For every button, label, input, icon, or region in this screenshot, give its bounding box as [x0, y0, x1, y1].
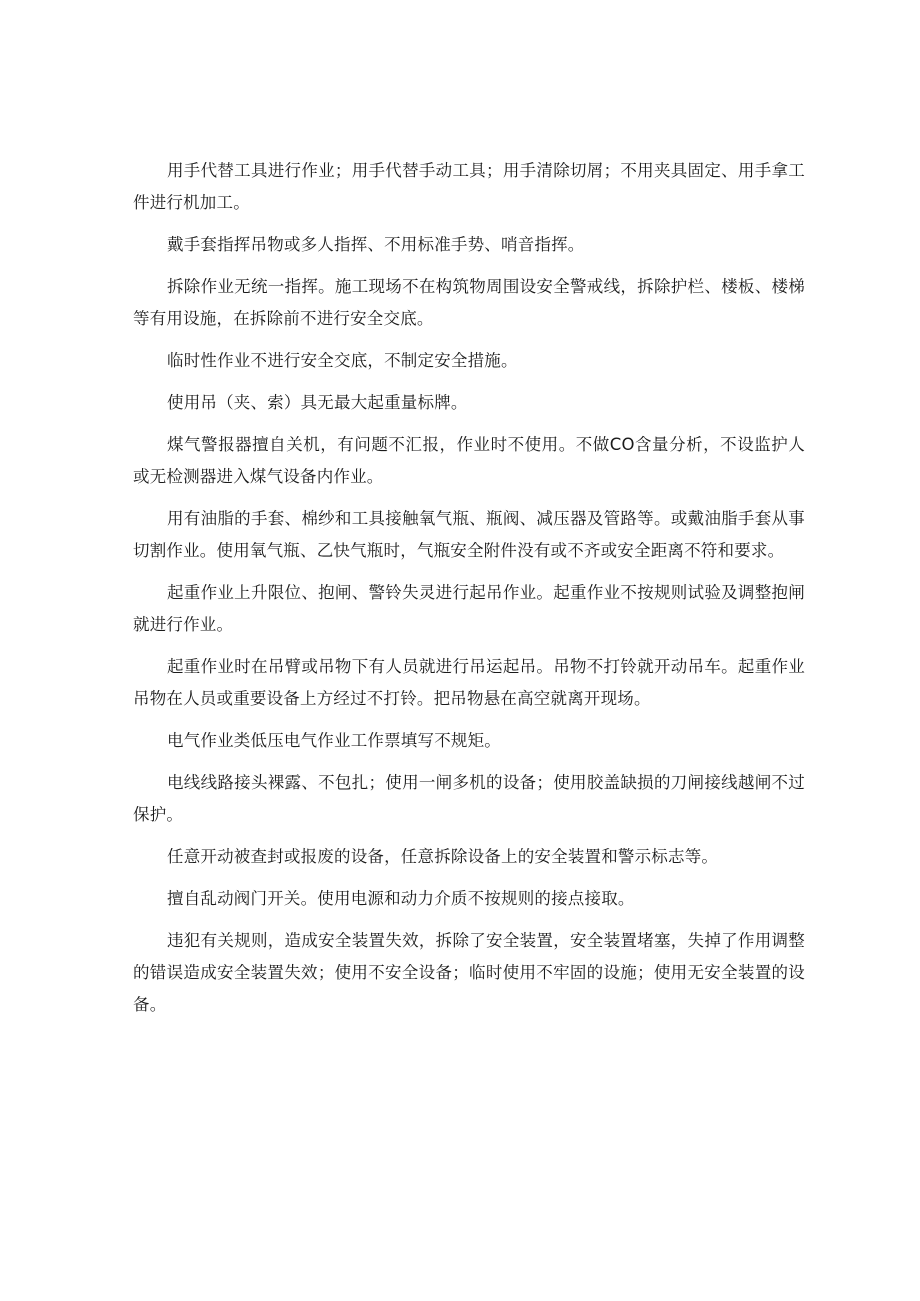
- paragraph: 电线线路接头裸露、不包扎；使用一闸多机的设备；使用胶盖缺损的刀闸接线越闸不过保护。: [133, 773, 805, 824]
- paragraph: 电气作业类低压电气作业工作票填写不规矩。: [167, 731, 501, 750]
- paragraph: 用有油脂的手套、棉纱和工具接触氧气瓶、瓶阀、减压器及管路等。或戴油脂手套从事切割作业。使用氧气瓶、乙快气瓶时，气瓶安全附件没有或不齐或安全距离不符和要求。: [133, 509, 805, 560]
- paragraph: 任意开动被查封或报废的设备，任意拆除设备上的安全装置和警示标志等。: [167, 847, 719, 866]
- paragraph: 戴手套指挥吊物或多人指挥、不用标准手势、哨音指挥。: [167, 235, 585, 254]
- paragraph: 临时性作业不进行安全交底，不制定安全措施。: [167, 351, 518, 370]
- document-body: [133, 155, 805, 1031]
- paragraph: 起重作业时在吊臂或吊物下有人员就进行吊运起吊。吊物不打铃就开动吊车。起重作业吊物在人员或重要设备上方经过不打铃。把吊物悬在高空就离开现场。: [133, 657, 805, 708]
- paragraph: 煤气警报器擅自关机，有问题不汇报，作业时不使用。不做CO含量分析，不设监护人或无检测器进入煤气设备内作业。: [133, 435, 805, 486]
- paragraph: 违犯有关规则，造成安全装置失效，拆除了安全装置，安全装置堵塞，失掉了作用调整的错误造成安全装置失效；使用不安全设备；临时使用不牢固的设施；使用无安全装置的设备。: [133, 931, 805, 1014]
- paragraph: 拆除作业无统一指挥。施工现场不在构筑物周围设安全警戒线，拆除护栏、楼板、楼梯等有用设施，在拆除前不进行安全交底。: [133, 277, 805, 328]
- paragraph: 起重作业上升限位、抱闸、警铃失灵进行起吊作业。起重作业不按规则试验及调整抱闸就进行作业。: [133, 583, 805, 634]
- paragraph: 使用吊（夹、索）具无最大起重量标牌。: [167, 393, 468, 412]
- paragraph: 擅自乱动阀门开关。使用电源和动力介质不按规则的接点接取。: [167, 889, 635, 908]
- paragraph: 用手代替工具进行作业；用手代替手动工具；用手清除切屑；不用夹具固定、用手拿工件进行机加工。: [133, 161, 805, 212]
